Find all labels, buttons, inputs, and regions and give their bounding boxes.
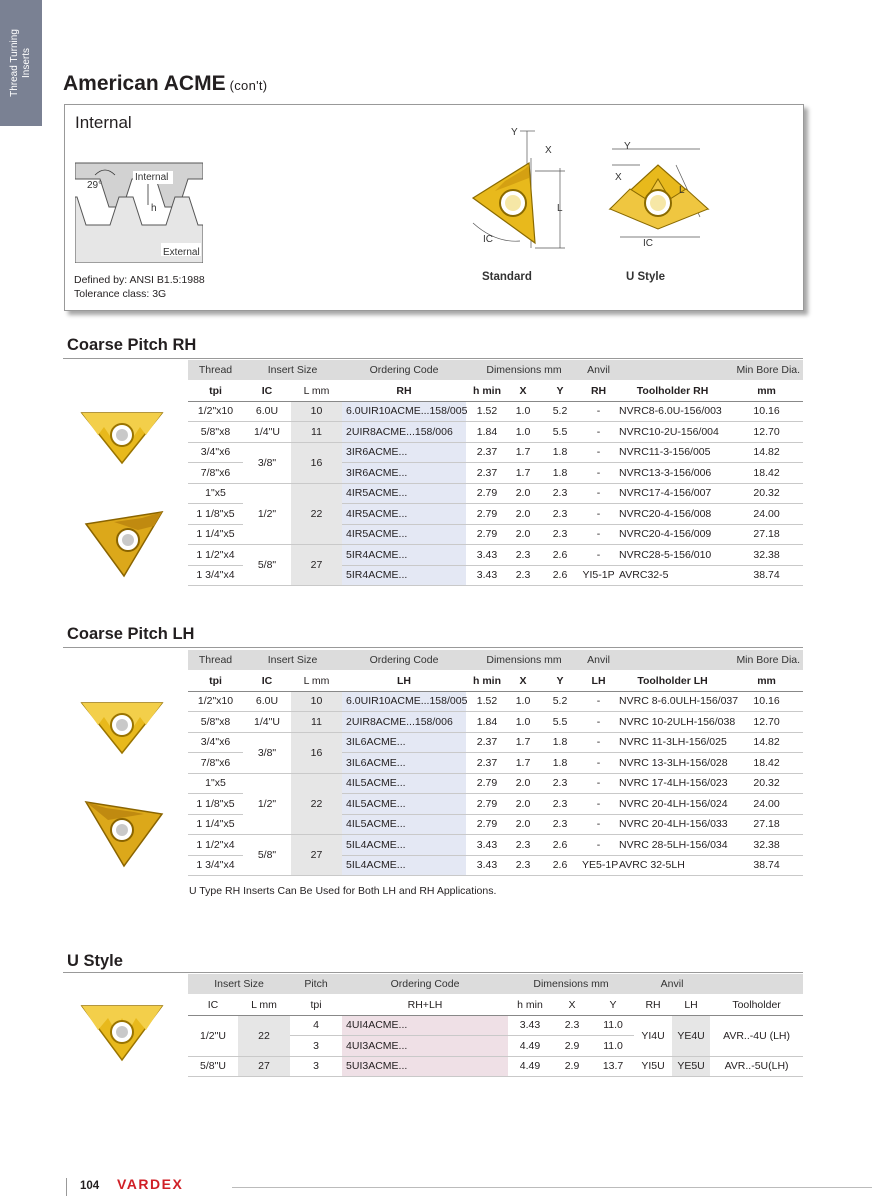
rh-h2-anvil: RH: [582, 381, 615, 402]
rh-h1-min-bore: Min Bore Dia.: [730, 360, 803, 381]
cell-y: 1.8: [538, 753, 582, 774]
u-h2-rh: RH: [634, 995, 672, 1016]
cell-mm: 14.82: [730, 732, 803, 753]
cell-tpi: 1"x5: [188, 773, 243, 794]
rh-h2-ic: IC: [243, 381, 291, 402]
cell-h: 3.43: [466, 565, 508, 586]
u-h1-anvil: Anvil: [634, 974, 710, 995]
cell-code: 4IR5ACME...: [342, 504, 466, 525]
cell-tpi: 4: [290, 1015, 342, 1036]
table-row: [188, 712, 803, 733]
cell-toolholder: NVRC 20-4LH-156/033: [615, 814, 730, 835]
cell-tpi: 1 3/4"x4: [188, 565, 243, 586]
cell-anvil: -: [582, 463, 615, 484]
cell-code: 4UI4ACME...: [342, 1015, 508, 1036]
internal-label: Internal: [135, 172, 169, 183]
cell-rh: YI4U: [634, 1015, 672, 1056]
rh-h2-l: L mm: [291, 381, 342, 402]
table-row: [188, 422, 803, 443]
cell-anvil: YE5-1P: [582, 855, 615, 876]
rh-h1-thread: Thread: [188, 360, 243, 381]
u-h2-ic: IC: [188, 995, 238, 1016]
std-dim-y: Y: [511, 127, 518, 138]
cell-tpi: 1 1/4"x5: [188, 814, 243, 835]
cell-h: 2.79: [466, 773, 508, 794]
cell-toolholder: NVRC 28-5LH-156/034: [615, 835, 730, 856]
cell-x: 2.0: [508, 524, 538, 545]
cell-code: 4IL5ACME...: [342, 773, 466, 794]
cell-tpi: 7/8"x6: [188, 463, 243, 484]
coarse-lh-rule: [63, 647, 803, 648]
cell-y: 11.0: [592, 1036, 634, 1057]
u-style-caption: U Style: [626, 271, 665, 283]
cell-mm: 24.00: [730, 794, 803, 815]
u-h1-ordering-code: Ordering Code: [342, 974, 508, 995]
cell-l: 22: [291, 773, 342, 835]
cell-x: 1.0: [508, 422, 538, 443]
cell-mm: 27.18: [730, 524, 803, 545]
lh-h1-dimensions: Dimensions mm: [466, 650, 582, 671]
table-row: [188, 442, 803, 463]
cell-x: 2.3: [508, 835, 538, 856]
cell-y: 2.3: [538, 483, 582, 504]
cell-tpi: 1 1/2"x4: [188, 545, 243, 566]
cell-y: 2.3: [538, 524, 582, 545]
cell-ic: 6.0U: [243, 401, 291, 422]
cell-mm: 20.32: [730, 483, 803, 504]
cell-mm: 32.38: [730, 545, 803, 566]
table-row: [188, 545, 803, 566]
lh-h2-toolholder: Toolholder LH: [615, 671, 730, 692]
cell-y: 13.7: [592, 1056, 634, 1077]
cell-code: 2UIR8ACME...158/006: [342, 712, 466, 733]
coarse-lh-title: Coarse Pitch LH: [67, 625, 195, 643]
cell-toolholder: NVRC17-4-156/007: [615, 483, 730, 504]
cell-h: 3.43: [466, 835, 508, 856]
cell-anvil: -: [582, 712, 615, 733]
cell-l: 10: [291, 401, 342, 422]
cell-anvil: YI5-1P: [582, 565, 615, 586]
lh-h1-anvil: Anvil: [582, 650, 615, 671]
cell-mm: 27.18: [730, 814, 803, 835]
rh-h2-y: Y: [538, 381, 582, 402]
cell-tpi: 1/2"x10: [188, 401, 243, 422]
cell-h: 1.84: [466, 422, 508, 443]
cell-tpi: 1 3/4"x4: [188, 855, 243, 876]
lh-h2-anvil: LH: [582, 671, 615, 692]
table-row: [188, 483, 803, 504]
coarse-rh-table: [188, 360, 803, 586]
cell-h: 4.49: [508, 1056, 552, 1077]
cell-x: 2.9: [552, 1056, 592, 1077]
cell-anvil: -: [582, 545, 615, 566]
lh-h1-thread: Thread: [188, 650, 243, 671]
cell-x: 2.0: [508, 504, 538, 525]
cell-code: 3IL6ACME...: [342, 753, 466, 774]
cell-tpi: 3/4"x6: [188, 732, 243, 753]
cell-ic: 5/8": [243, 835, 291, 876]
cell-l: 16: [291, 732, 342, 773]
u-style-insert-diagram: [600, 137, 710, 247]
cell-ic: 1/4"U: [243, 422, 291, 443]
cell-ic: 3/8": [243, 732, 291, 773]
cell-y: 2.6: [538, 545, 582, 566]
cell-l: 11: [291, 422, 342, 443]
rh-h1-insert-size: Insert Size: [243, 360, 342, 381]
cell-code: 6.0UIR10ACME...158/005: [342, 691, 466, 712]
u-style-rule: [63, 972, 803, 973]
cell-l: 10: [291, 691, 342, 712]
u-h2-toolholder: Toolholder: [710, 995, 803, 1016]
external-label: External: [163, 247, 200, 258]
cell-x: 2.3: [552, 1015, 592, 1036]
cell-toolholder: AVR..-5U(LH): [710, 1056, 803, 1077]
lh-h2-ic: IC: [243, 671, 291, 692]
u-h2-h: h min: [508, 995, 552, 1016]
cell-toolholder: NVRC10-2U-156/004: [615, 422, 730, 443]
cell-ic: 5/8"U: [188, 1056, 238, 1077]
u-h2-x: X: [552, 995, 592, 1016]
cell-anvil: -: [582, 442, 615, 463]
u-h1-insert-size: Insert Size: [188, 974, 290, 995]
u-h2-code: RH+LH: [342, 995, 508, 1016]
cell-mm: 12.70: [730, 422, 803, 443]
lh-h1-insert-size: Insert Size: [243, 650, 342, 671]
brand-logo: VARDEX: [117, 1176, 184, 1192]
cell-code: 4IL5ACME...: [342, 814, 466, 835]
coarse-rh-title: Coarse Pitch RH: [67, 336, 197, 354]
cell-tpi: 1 1/8"x5: [188, 794, 243, 815]
cell-y: 5.5: [538, 712, 582, 733]
u-h2-tpi: tpi: [290, 995, 342, 1016]
standard-caption: Standard: [482, 271, 532, 283]
cell-y: 1.8: [538, 732, 582, 753]
lh-note: U Type RH Inserts Can Be Used for Both LH and RH Applications.: [189, 885, 497, 897]
u-dim-ic: IC: [643, 238, 653, 249]
cell-mm: 10.16: [730, 691, 803, 712]
cell-ic: 1/2": [243, 483, 291, 545]
cell-ic: 1/2": [243, 773, 291, 835]
lh-h2-mm: mm: [730, 671, 803, 692]
cell-mm: 38.74: [730, 855, 803, 876]
cell-h: 2.79: [466, 814, 508, 835]
rh-h2-mm: mm: [730, 381, 803, 402]
cell-y: 1.8: [538, 463, 582, 484]
cell-l: 27: [238, 1056, 290, 1077]
cell-x: 2.9: [552, 1036, 592, 1057]
table-row: [188, 835, 803, 856]
cell-x: 2.0: [508, 483, 538, 504]
std-dim-ic: IC: [483, 234, 493, 245]
cell-code: 4IR5ACME...: [342, 483, 466, 504]
cell-y: 5.2: [538, 401, 582, 422]
cell-x: 2.3: [508, 565, 538, 586]
cell-toolholder: NVRC11-3-156/005: [615, 442, 730, 463]
insert-photo-u-style: [80, 1000, 164, 1062]
lh-h2-code: LH: [342, 671, 466, 692]
cell-tpi: 7/8"x6: [188, 753, 243, 774]
insert-photo-rh-1: [80, 405, 164, 465]
cell-l: 27: [291, 835, 342, 876]
u-h1-pitch: Pitch: [290, 974, 342, 995]
page-number: 104: [80, 1180, 100, 1192]
cell-toolholder: NVRC28-5-156/010: [615, 545, 730, 566]
cell-l: 11: [291, 712, 342, 733]
cell-tpi: 3/4"x6: [188, 442, 243, 463]
cell-ic: 1/2"U: [188, 1015, 238, 1056]
cell-tpi: 5/8"x8: [188, 422, 243, 443]
lh-h2-tpi: tpi: [188, 671, 243, 692]
cell-toolholder: NVRC20-4-156/009: [615, 524, 730, 545]
cell-x: 1.7: [508, 463, 538, 484]
cell-l: 27: [291, 545, 342, 586]
cell-toolholder: NVRC 20-4LH-156/024: [615, 794, 730, 815]
cell-ic: 1/4"U: [243, 712, 291, 733]
rh-h2-x: X: [508, 381, 538, 402]
cell-x: 2.0: [508, 773, 538, 794]
cell-h: 2.79: [466, 483, 508, 504]
cell-h: 3.43: [466, 855, 508, 876]
cell-h: 1.52: [466, 401, 508, 422]
rh-h2-tpi: tpi: [188, 381, 243, 402]
cell-toolholder: AVR..-4U (LH): [710, 1015, 803, 1056]
rh-h1-ordering-code: Ordering Code: [342, 360, 466, 381]
cell-code: 3IR6ACME...: [342, 463, 466, 484]
cell-x: 1.0: [508, 691, 538, 712]
cell-anvil: -: [582, 422, 615, 443]
cell-tpi: 3: [290, 1056, 342, 1077]
coarse-lh-table: [188, 650, 803, 876]
cell-y: 2.3: [538, 794, 582, 815]
cell-h: 2.79: [466, 504, 508, 525]
std-dim-x: X: [545, 145, 552, 156]
cell-tpi: 1 1/2"x4: [188, 835, 243, 856]
u-h1-dimensions: Dimensions mm: [508, 974, 634, 995]
cell-code: 4IL5ACME...: [342, 794, 466, 815]
u-dim-l: L: [679, 185, 685, 196]
cell-mm: 38.74: [730, 565, 803, 586]
rh-h2-h: h min: [466, 381, 508, 402]
cell-code: 4UI3ACME...: [342, 1036, 508, 1057]
cell-toolholder: AVRC 32-5LH: [615, 855, 730, 876]
cell-y: 2.3: [538, 504, 582, 525]
cell-anvil: -: [582, 732, 615, 753]
cell-x: 2.3: [508, 545, 538, 566]
cell-toolholder: NVRC13-3-156/006: [615, 463, 730, 484]
standard-insert-diagram: [465, 123, 575, 253]
rh-h1-dimensions: Dimensions mm: [466, 360, 582, 381]
cell-mm: 20.32: [730, 773, 803, 794]
cell-h: 2.37: [466, 732, 508, 753]
cell-y: 11.0: [592, 1015, 634, 1036]
cell-h: 2.79: [466, 524, 508, 545]
cell-mm: 18.42: [730, 463, 803, 484]
lh-h2-h: h min: [466, 671, 508, 692]
cell-toolholder: NVRC 13-3LH-156/028: [615, 753, 730, 774]
cell-y: 1.8: [538, 442, 582, 463]
cell-x: 1.0: [508, 712, 538, 733]
cell-anvil: -: [582, 773, 615, 794]
tolerance-class: Tolerance class: 3G: [74, 288, 167, 300]
cell-tpi: 1 1/8"x5: [188, 504, 243, 525]
u-h2-l: L mm: [238, 995, 290, 1016]
lh-h1-ordering-code: Ordering Code: [342, 650, 466, 671]
table-row: [188, 732, 803, 753]
cell-anvil: -: [582, 483, 615, 504]
table-row: [188, 1015, 803, 1036]
cell-x: 2.0: [508, 814, 538, 835]
insert-photo-lh-1: [80, 695, 164, 755]
lh-h2-l: L mm: [291, 671, 342, 692]
lh-h2-x: X: [508, 671, 538, 692]
cell-l: 22: [291, 483, 342, 545]
u-h2-lh: LH: [672, 995, 710, 1016]
page-title-suffix: (con't): [229, 78, 268, 93]
cell-code: 5IR4ACME...: [342, 545, 466, 566]
cell-mm: 14.82: [730, 442, 803, 463]
table-row: [188, 401, 803, 422]
cell-mm: 10.16: [730, 401, 803, 422]
cell-toolholder: NVRC 10-2ULH-156/038: [615, 712, 730, 733]
cell-mm: 24.00: [730, 504, 803, 525]
defined-by: Defined by: ANSI B1.5:1988: [74, 274, 205, 286]
cell-y: 2.6: [538, 565, 582, 586]
cell-ic: 5/8": [243, 545, 291, 586]
cell-h: 2.37: [466, 463, 508, 484]
cell-anvil: -: [582, 794, 615, 815]
lh-h2-y: Y: [538, 671, 582, 692]
rh-h2-code: RH: [342, 381, 466, 402]
cell-toolholder: NVRC 11-3LH-156/025: [615, 732, 730, 753]
cell-tpi: 1"x5: [188, 483, 243, 504]
cell-code: 3IR6ACME...: [342, 442, 466, 463]
cell-y: 2.6: [538, 835, 582, 856]
cell-anvil: -: [582, 401, 615, 422]
cell-h: 1.84: [466, 712, 508, 733]
page-title: [63, 72, 267, 96]
cell-anvil: -: [582, 753, 615, 774]
cell-toolholder: NVRC20-4-156/008: [615, 504, 730, 525]
table-row: [188, 691, 803, 712]
cell-mm: 32.38: [730, 835, 803, 856]
cell-x: 1.7: [508, 442, 538, 463]
table-row: [188, 1056, 803, 1077]
cell-code: 2UIR8ACME...158/006: [342, 422, 466, 443]
h-label: h: [151, 203, 157, 214]
cell-tpi: 3: [290, 1036, 342, 1057]
cell-h: 1.52: [466, 691, 508, 712]
cell-y: 2.3: [538, 773, 582, 794]
cell-h: 3.43: [466, 545, 508, 566]
footer-divider: [66, 1178, 67, 1196]
u-style-table: [188, 974, 803, 1077]
cell-l: 22: [238, 1015, 290, 1056]
side-tab-line1: Thread Turning: [9, 29, 20, 97]
side-tab-line2: Inserts: [21, 47, 32, 79]
rh-h2-toolholder: Toolholder RH: [615, 381, 730, 402]
cell-x: 1.7: [508, 753, 538, 774]
u-dim-y: Y: [624, 141, 631, 152]
cell-toolholder: NVRC8-6.0U-156/003: [615, 401, 730, 422]
cell-x: 2.0: [508, 794, 538, 815]
cell-anvil: -: [582, 814, 615, 835]
cell-ic: 3/8": [243, 442, 291, 483]
insert-photo-lh-2: [84, 798, 164, 868]
cell-toolholder: AVRC32-5: [615, 565, 730, 586]
cell-tpi: 1/2"x10: [188, 691, 243, 712]
cell-code: 5IL4ACME...: [342, 835, 466, 856]
cell-mm: 18.42: [730, 753, 803, 774]
cell-anvil: -: [582, 524, 615, 545]
cell-y: 2.6: [538, 855, 582, 876]
cell-rh: YI5U: [634, 1056, 672, 1077]
cell-code: 5UI3ACME...: [342, 1056, 508, 1077]
cell-y: 2.3: [538, 814, 582, 835]
cell-code: 6.0UIR10ACME...158/005: [342, 401, 466, 422]
box-title: Internal: [75, 113, 132, 132]
cell-tpi: 5/8"x8: [188, 712, 243, 733]
cell-mm: 12.70: [730, 712, 803, 733]
cell-code: 5IL4ACME...: [342, 855, 466, 876]
u-dim-x: X: [615, 172, 622, 183]
cell-x: 1.0: [508, 401, 538, 422]
coarse-rh-rule: [63, 358, 803, 359]
cell-ic: 6.0U: [243, 691, 291, 712]
internal-info-box: [64, 104, 804, 311]
cell-lh: YE4U: [672, 1015, 710, 1056]
cell-h: 2.79: [466, 794, 508, 815]
cell-x: 2.3: [508, 855, 538, 876]
std-dim-l: L: [557, 203, 563, 214]
table-row: [188, 773, 803, 794]
cell-y: 5.5: [538, 422, 582, 443]
angle-label: 29°: [87, 180, 103, 191]
cell-lh: YE5U: [672, 1056, 710, 1077]
side-section-tab: [0, 0, 42, 126]
cell-h: 2.37: [466, 753, 508, 774]
cell-code: 5IR4ACME...: [342, 565, 466, 586]
cell-toolholder: NVRC 8-6.0ULH-156/037: [615, 691, 730, 712]
cell-toolholder: NVRC 17-4LH-156/023: [615, 773, 730, 794]
cell-anvil: -: [582, 835, 615, 856]
lh-h1-min-bore: Min Bore Dia.: [730, 650, 803, 671]
cell-anvil: -: [582, 691, 615, 712]
cell-h: 2.37: [466, 442, 508, 463]
cell-y: 5.2: [538, 691, 582, 712]
cell-tpi: 1 1/4"x5: [188, 524, 243, 545]
cell-code: 4IR5ACME...: [342, 524, 466, 545]
cell-h: 3.43: [508, 1015, 552, 1036]
cell-x: 1.7: [508, 732, 538, 753]
cell-h: 4.49: [508, 1036, 552, 1057]
insert-photo-rh-2: [84, 508, 164, 578]
cell-l: 16: [291, 442, 342, 483]
footer-rule: [232, 1187, 872, 1188]
cell-code: 3IL6ACME...: [342, 732, 466, 753]
cell-anvil: -: [582, 504, 615, 525]
u-h2-y: Y: [592, 995, 634, 1016]
rh-h1-anvil: Anvil: [582, 360, 615, 381]
u-style-title: U Style: [67, 952, 123, 970]
page-title-main: American ACME: [63, 72, 226, 95]
